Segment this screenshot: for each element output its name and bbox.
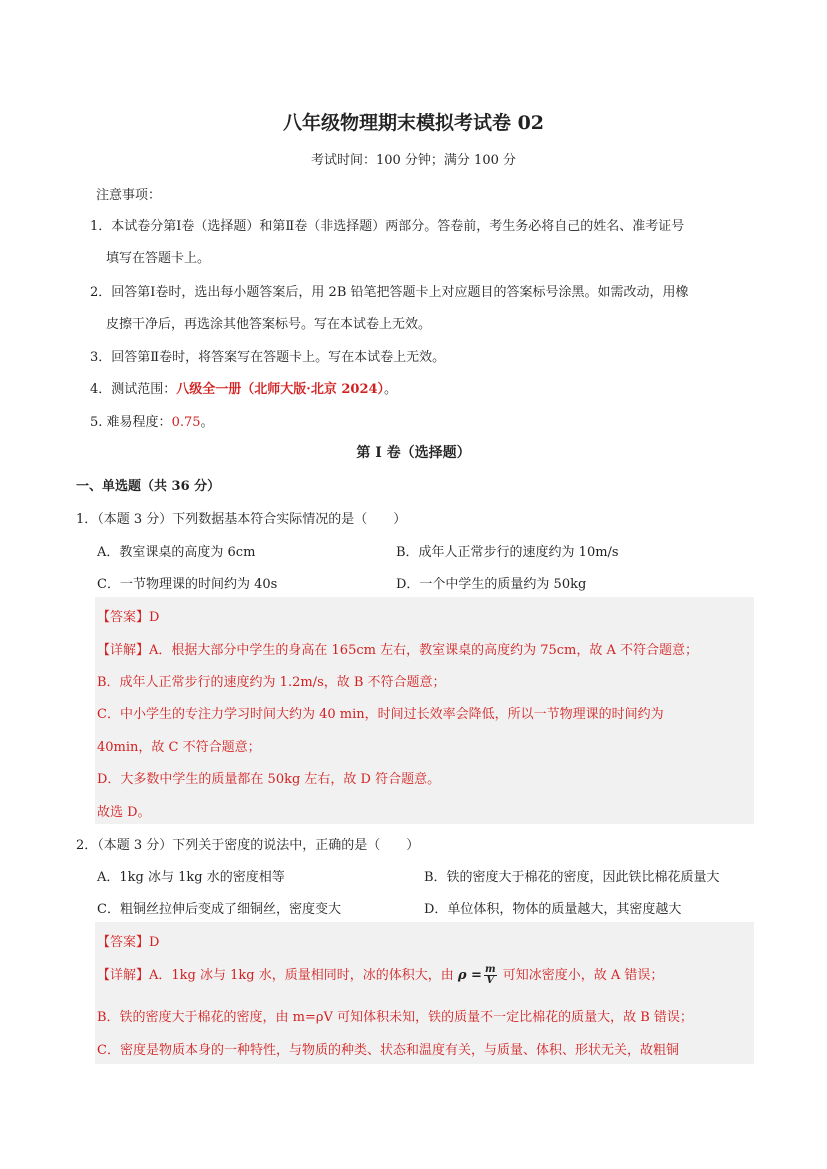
notice-text: 本试卷分第Ⅰ卷（选择题）和第Ⅱ卷（非选择题）两部分。答卷前，考生务必将自己的姓名、准考证号 [111, 219, 685, 234]
question-2-option-a: A．1kg 冰与 1kg 水的密度相等 [97, 870, 285, 885]
paper-title: 八年级物理期末模拟考试卷 02 [282, 112, 545, 134]
notice-number: 1． [90, 219, 112, 234]
notice-item-5 [90, 411, 214, 430]
section-title: 第 I 卷（选择题） [356, 445, 471, 461]
question-2-answer: 【答案】D [97, 935, 160, 950]
question-1-detail-line: C．中小学生的专注力学习时间大约为 40 min，时间过长效率会降低，所以一节物理课的时间约为 [97, 707, 664, 722]
question-2-option-c: C．粗铜丝拉伸后变成了细铜丝，密度变大 [97, 902, 341, 917]
question-1-answer: 【答案】D [97, 610, 160, 625]
question-1-detail-line: B．成年人正常步行的速度约为 1.2m/s，故 B 不符合题意； [97, 675, 446, 690]
test-scope: 八级全一册（北师大版·北京 2024） [176, 382, 385, 397]
question-1-stem: 1．（本题 3 分）下列数据基本符合实际情况的是（ ） [76, 512, 407, 527]
notice-text: 测试范围： [111, 382, 177, 397]
question-1-detail-line: D．大多数中学生的质量都在 50kg 左右，故 D 符合题意。 [97, 772, 441, 787]
question-1-option-a: A．教室课桌的高度为 6cm [97, 545, 256, 560]
detail-text: 可知冰密度小，故 A 错误； [502, 968, 664, 983]
formula-numerator: m [484, 964, 496, 975]
notice-suffix: 。 [384, 382, 398, 397]
density-formula-lhs: ρ = [457, 968, 482, 983]
density-formula-fraction [484, 965, 497, 986]
notice-text: 回答第Ⅱ卷时，将答案写在答题卡上。写在本试卷上无效。 [111, 350, 446, 365]
notice-number: 4． [90, 382, 112, 397]
notice-item-1-cont: 填写在答题卡上。 [106, 251, 211, 266]
question-1-detail-line: 40min，故 C 不符合题意； [97, 740, 261, 755]
notice-item-2 [90, 281, 689, 300]
question-2-stem: 2．（本题 3 分）下列关于密度的说法中，正确的是（ ） [76, 838, 420, 853]
notice-item-2-cont: 皮擦干净后，再选涂其他答案标号。写在本试卷上无效。 [106, 317, 432, 332]
paper-subtitle: 考试时间：100 分钟；满分 100 分 [310, 153, 517, 168]
question-1-option-d: D．一个中学生的质量约为 50kg [396, 577, 587, 592]
difficulty-value: 0.75 [171, 415, 201, 430]
question-1-option-b: B．成年人正常步行的速度约为 10m/s [396, 545, 619, 560]
question-1-detail-line: 故选 D。 [97, 805, 151, 820]
question-2-detail-line-a [97, 964, 663, 986]
notice-item-3 [90, 346, 445, 365]
question-2-detail-line: B．铁的密度大于棉花的密度，由 m=ρV 可知体积未知，铁的质量不一定比棉花的质量大，故 B 错误； [97, 1010, 693, 1025]
detail-text: 【详解】A．1kg 冰与 1kg 水，质量相同时，冰的体积大，由 [97, 968, 454, 983]
notice-item-4 [90, 378, 397, 397]
notice-heading: 注意事项： [96, 188, 162, 203]
notice-item-1 [90, 215, 684, 234]
notice-number: 2． [90, 285, 112, 300]
notice-text: 难易程度： [106, 415, 172, 430]
question-2-option-d: D．单位体积，物体的质量越大，其密度越大 [424, 902, 682, 917]
question-2-detail-line: C．密度是物质本身的一种特性，与物质的种类、状态和温度有关，与质量、体积、形状无关，故粗铜 [97, 1043, 679, 1058]
notice-text: 回答第Ⅰ卷时，选出每小题答案后，用 2B 铅笔把答题卡上对应题目的答案标号涂黑。如需改动，用橡 [111, 285, 689, 300]
question-2-option-b: B．铁的密度大于棉花的密度，因此铁比棉花质量大 [424, 870, 720, 885]
notice-number: 3． [90, 350, 112, 365]
question-1-option-c: C．一节物理课的时间约为 40s [97, 577, 278, 592]
notice-number: 5. [90, 415, 103, 430]
question-1-detail-line: 【详解】A．根据大部分中学生的身高在 165cm 左右，教室课桌的高度约为 75cm，故 A 不符合题意； [97, 643, 699, 658]
part-title: 一、单选题（共 36 分） [76, 479, 221, 494]
notice-suffix: 。 [200, 415, 214, 430]
formula-denominator: V [486, 975, 495, 986]
